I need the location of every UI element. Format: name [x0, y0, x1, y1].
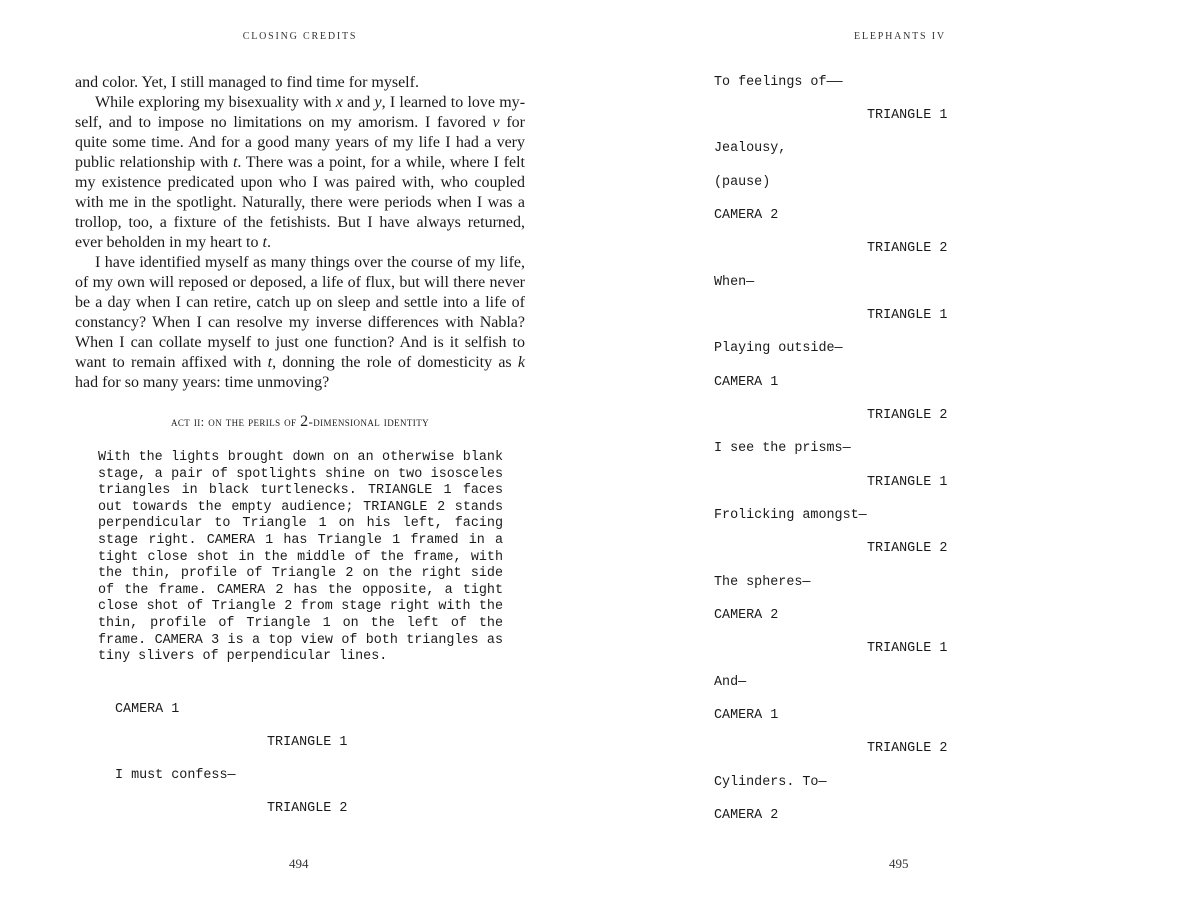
camera-cue: CAMERA 1 [115, 702, 180, 717]
speaker-name: TRIANGLE 2 [867, 241, 948, 256]
speaker-name: TRIANGLE 2 [867, 541, 948, 556]
page-number-left: 494 [289, 856, 309, 871]
speaker-name: TRIANGLE 1 [867, 308, 948, 323]
camera-cue: CAMERA 2 [714, 808, 779, 823]
speaker-name: TRIANGLE 1 [267, 735, 348, 750]
dialogue-line: Jealousy, [714, 141, 787, 156]
running-head-right: ELEPHANTS IV [854, 31, 946, 42]
speaker-name: TRIANGLE 1 [867, 641, 948, 656]
page-number-right: 495 [889, 856, 909, 871]
prose-paragraph-2: While exploring my bisexuality with x and y, I learned to love myself, and to impose no limitations on my amorism. I favored v for quite some time. And for a good many years of my life I had a very public relationship with t. There was a point, for a while, where I felt my existence predicated upon who I was paired with, who coupled with me in the spotlight. Naturally, there were periods when I was a trollop, too, a fixture of the fetishists. But I have always returned, ever beholden in my heart to t. [75, 94, 526, 251]
stage-direction: With the lights brought down on an otherwise blank stage, a pair of spotlights shine on two isosceles triangles in black turtlenecks. TRIANGLE 1 faces out towards the empty audience; TRIANGLE 2 stands perpendicular to Triangle 1 on his left, facing stage right. CAMERA 1 has Triangle 1 framed in a tight close shot in the middle of the frame, with the thin, profile of Triangle 2 on the right side of the frame. CAMERA 2 has the opposite, a tight close shot of Triangle 2 from stage right with the thin, profile of Triangle 1 on the left of the frame. CAMERA 3 is a top view of both triangles as tiny slivers of perpendicular lines. [98, 450, 503, 665]
prose-block [75, 73, 525, 393]
dialogue-line: The spheres— [714, 575, 811, 590]
dialogue-line: Playing outside— [714, 341, 843, 356]
camera-cue: CAMERA 2 [714, 208, 779, 223]
prose-paragraph-3: I have identified myself as many things over the course of my life, of my own will reposed or deposed, a life of flux, but will there never be a day when I can retire, catch up on sleep and settle into a life of constancy? When I can resolve my inverse differences with Nabla? When I can collate myself to just one function? And is it selfish to want to remain affixed with t, donning the role of domesticity as k had for so many years: time unmoving? [75, 254, 525, 391]
dialogue-line: I must confess— [115, 768, 236, 783]
speaker-name: TRIANGLE 1 [867, 475, 948, 490]
running-head-left: CLOSING CREDITS [242, 31, 358, 42]
camera-cue: CAMERA 2 [714, 608, 779, 623]
camera-cue: CAMERA 1 [714, 375, 779, 390]
dialogue-line: And— [714, 675, 747, 690]
speaker-name: TRIANGLE 2 [867, 408, 948, 423]
speaker-name: TRIANGLE 2 [267, 801, 348, 816]
dialogue-line: To feelings of—— [714, 75, 843, 90]
prose-paragraph-1: and color. Yet, I still managed to find time for myself. [75, 74, 419, 91]
dialogue-line: I see the prisms— [714, 441, 851, 456]
speaker-name: TRIANGLE 2 [867, 741, 948, 756]
dialogue-line: Frolicking amongst— [714, 508, 867, 523]
dialogue-line: When— [714, 275, 755, 290]
dialogue-line: Cylinders. To— [714, 775, 827, 790]
act-heading: act ii: on the perils of 2-dimensional identity [171, 413, 429, 430]
speaker-name: TRIANGLE 1 [867, 108, 948, 123]
parenthetical: (pause) [714, 175, 771, 190]
right-page [600, 0, 1200, 900]
camera-cue: CAMERA 1 [714, 708, 779, 723]
